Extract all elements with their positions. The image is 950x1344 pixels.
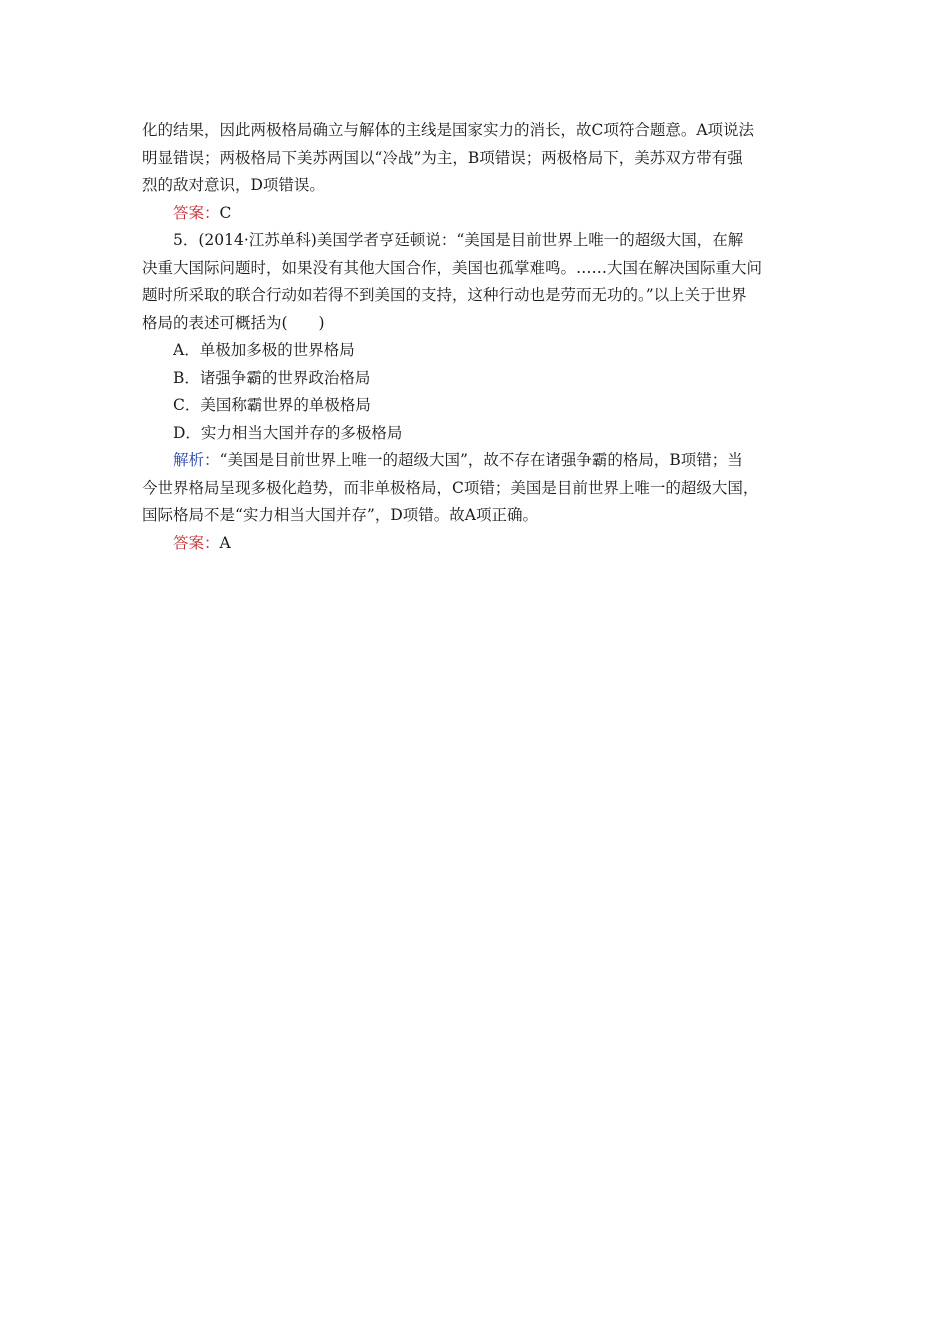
prev-analysis (142, 117, 812, 200)
analysis-line (142, 447, 812, 475)
question-stem-line: 5．(2014·江苏单科)美国学者亨廷顿说：“美国是目前世界上唯一的超级大国，在解 (173, 231, 744, 249)
answer-value: A (219, 533, 231, 552)
answer-value: C (219, 203, 232, 222)
analysis-line: 国际格局不是“实力相当大国并存”，D项错。故A项正确。 (142, 506, 538, 524)
analysis (142, 447, 812, 530)
analysis-label: 解析： (173, 451, 220, 469)
prev-analysis-line: 明显错误；两极格局下美苏两国以“冷战”为主，B项错误；两极格局下，美苏双方带有强 (142, 148, 743, 167)
option-b: B．诸强争霸的世界政治格局 (173, 368, 371, 387)
prev-analysis-line: 烈的敌对意识，D项错误。 (142, 176, 325, 194)
question-5 (142, 227, 812, 557)
option-d: D．实力相当大国并存的多极格局 (173, 423, 403, 442)
question-stem-line: 题时所采取的联合行动如若得不到美国的支持，这种行动也是劳而无功的。”以上关于世界 (142, 286, 747, 304)
answer-label: 答案： (173, 533, 220, 552)
document-page (142, 117, 812, 557)
question-stem-line: 决重大国际问题时，如果没有其他大国合作，美国也孤掌难鸣。……大国在解决国际重大问 (142, 258, 763, 277)
analysis-line: 今世界格局呈现多极化趋势，而非单极格局，C项错；美国是目前世界上唯一的超级大国， (142, 478, 759, 497)
answer-label: 答案： (173, 203, 220, 222)
option-c: C．美国称霸世界的单极格局 (173, 396, 371, 414)
option-a: A．单极加多极的世界格局 (173, 341, 355, 359)
prev-analysis-line: 化的结果，因此两极格局确立与解体的主线是国家实力的消长，故C项符合题意。A项说法 (142, 121, 755, 139)
answer (142, 530, 812, 558)
analysis-text: “美国是目前世界上唯一的超级大国”，故不存在诸强争霸的格局，B项错；当 (219, 451, 743, 469)
prev-answer (142, 200, 812, 228)
question-stem-line: 格局的表述可概括为( ) (142, 313, 325, 332)
